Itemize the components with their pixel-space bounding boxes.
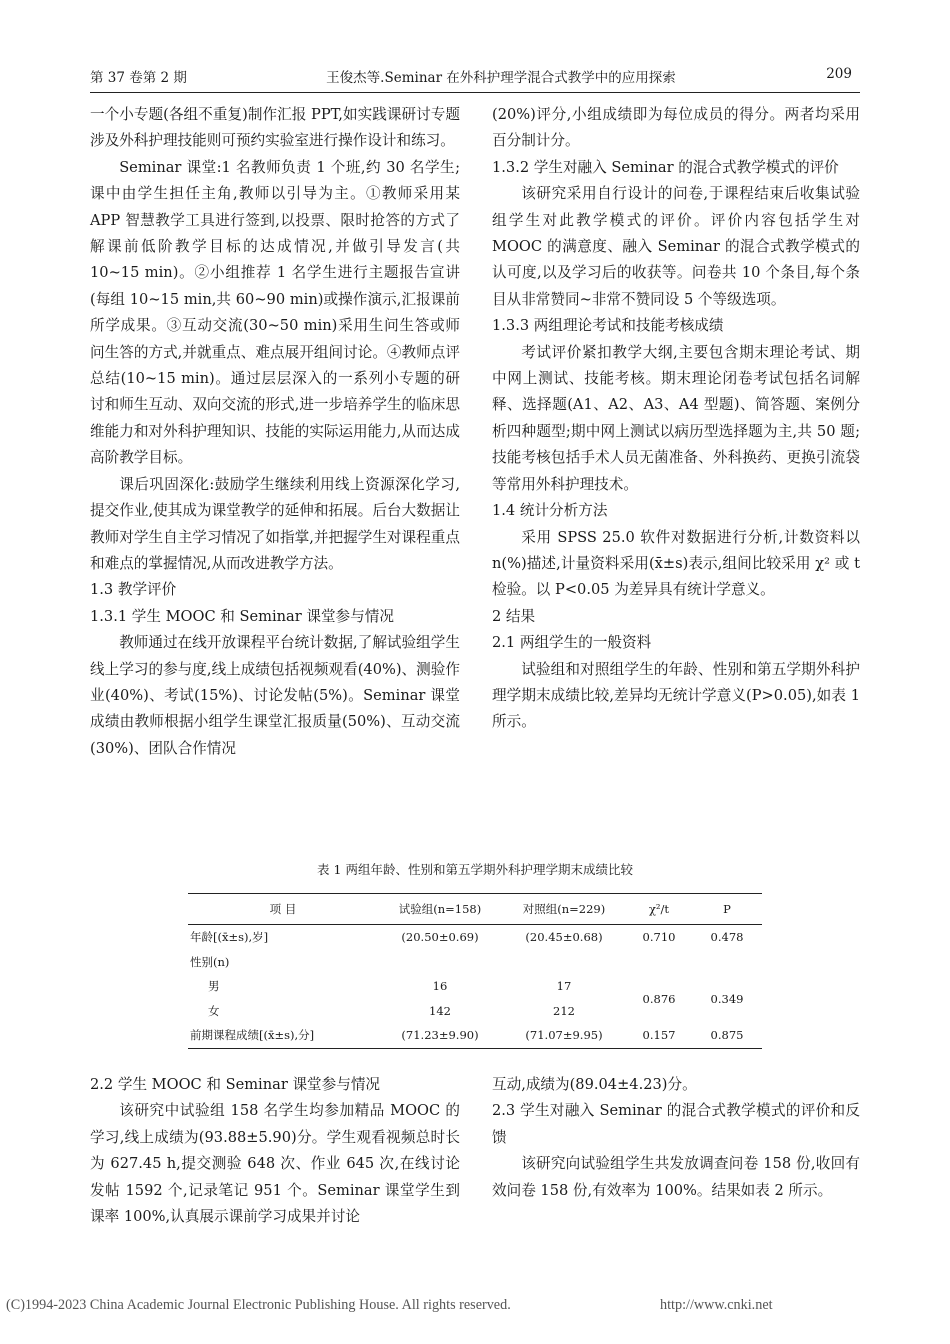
article-running-title: 王俊杰等.Seminar 在外科护理学混合式教学中的应用探索: [326, 70, 676, 86]
paragraph: 一个小专题(各组不重复)制作汇报 PPT,如实践课研讨专题涉及外科护理技能则可预约实验室进行操作设计和练习。: [90, 106, 460, 150]
section-heading: 1.4 统计分析方法: [492, 502, 608, 520]
col-header-item: 项 目: [188, 894, 378, 925]
col-header-control: 对照组(n=229): [502, 894, 626, 925]
table-row: 性别(n): [190, 954, 230, 969]
paragraph: 采用 SPSS 25.0 软件对数据进行分析,计数资料以 n(%)描述,计量资料采用(x̄±s)表示,组间比较采用 χ² 或 t 检验。以 P<0.05 为差异具有统计学意义。: [492, 528, 860, 599]
table-header-row: [188, 894, 762, 925]
sex-p-value: 0.349: [710, 991, 744, 1006]
right-column: [492, 102, 860, 736]
section-heading: 1.3.2 学生对融入 Seminar 的混合式教学模式的评价: [492, 158, 839, 176]
paragraph: 课后巩固深化:鼓励学生继续利用线上资源深化学习,提交作业,使其成为课堂教学的延伸和拓展。后台大数据让教师对学生自主学习情况了如指掌,并把握学生对课程重点和难点的掌握情况,从而改进教学方法。: [90, 475, 460, 572]
sex-chi-value: 0.876: [642, 991, 676, 1006]
table-row: 前期课程成绩[(x̄±s),分] (71.23±9.90) (71.07±9.95) 0.157 0.875: [188, 1023, 762, 1048]
section-heading: 2 结果: [492, 607, 536, 625]
paragraph: 该研究采用自行设计的问卷,于课程结束后收集试验组学生对此教学模式的评价。评价内容包括学生对 MOOC 的满意度、融入 Seminar 的混合式教学模式的认可度,以及学习后的收获等。问卷共 10 个条目,每个条目从非常赞同~非常不赞同设 5 个等级选项。: [492, 185, 860, 308]
section-heading: 2.2 学生 MOOC 和 Seminar 课堂参与情况: [90, 1076, 381, 1093]
section-heading: 2.3 学生对融入 Seminar 的混合式教学模式的评价和反馈: [492, 1102, 860, 1146]
running-header: [90, 62, 852, 90]
paragraph: Seminar 课堂:1 名教师负责 1 个班,约 30 名学生;课中由学生担任主角,教师以引导为主。①教师采用某 APP 智慧教学工具进行签到,以投票、限时抢答的方式了解课前低阶教学目标的达成情况,并做引导发言(共 10~15 min)。②小组推荐 1 名学生进行主题报告宣讲(每组 10~15 min,共 60~90 min)或操作演示,汇报课前所学成果。③互动交流(30~50 min)采用生问生答或师问生答的方式,并就重点、难点展开组间讨论。④教师点评总结(10~15 min)。通过层层深入的一系列小专题的研讨和师生互动、双向交流的形式,进一步培养学生的临床思维能力和对外科护理知识、技能的实际运用能力,从而达成高阶教学目标。: [90, 158, 460, 467]
col-header-test: 试验组(n=158): [378, 894, 502, 925]
paragraph: 该研究中试验组 158 名学生均参加精品 MOOC 的学习,线上成绩为(93.88±5.90)分。学生观看视频总时长为 627.45 h,提交测验 648 次、作业 645 次,在线讨论发帖 1592 个,记录笔记 951 个。Seminar 课堂学生到课率 100%,认真展示课前学习成果并讨论: [90, 1102, 460, 1226]
left-column: [90, 102, 460, 762]
paragraph: 该研究向试验组学生共发放调查问卷 158 份,收回有效问卷 158 份,有效率为 100%。结果如表 2 所示。: [492, 1155, 860, 1199]
paragraph: (20%)评分,小组成绩即为每位成员的得分。两者均采用百分制计分。: [492, 106, 860, 150]
paragraph: 互动,成绩为(89.04±4.23)分。: [492, 1076, 697, 1093]
bottom-left-column: [90, 1072, 460, 1230]
bottom-right-column: [492, 1072, 860, 1204]
paragraph: 试验组和对照组学生的年龄、性别和第五学期外科护理学期末成绩比较,差异均无统计学意义(P>0.05),如表 1 所示。: [492, 660, 860, 731]
table-1: [188, 893, 762, 1049]
table-row: 女 142 212: [208, 1003, 575, 1018]
section-heading: 1.3 教学评价: [90, 581, 177, 599]
copyright-text: (C)1994-2023 China Academic Journal Electronic Publishing House. All rights reserved.: [6, 1297, 511, 1313]
table-row: 男 16 17 0.876 0.349: [188, 974, 762, 999]
col-header-p: P: [692, 894, 762, 925]
journal-volume: 第 37 卷第 2 期: [90, 70, 187, 86]
header-rule: [90, 92, 860, 93]
cnki-link[interactable]: http://www.cnki.net: [660, 1297, 773, 1313]
table-caption: 表 1 两组年龄、性别和第五学期外科护理学期末成绩比较: [317, 862, 633, 877]
section-heading: 2.1 两组学生的一般资料: [492, 634, 652, 652]
paragraph: 考试评价紧扣教学大纲,主要包含期末理论考试、期中网上测试、技能考核。期末理论闭卷考试包括名词解释、选择题(A1、A2、A3、A4 型题)、简答题、案例分析四种题型;期中网上测试以病历型选择题为主,共 50 题;技能考核包括手术人员无菌准备、外科换药、更换引流袋等常用外科护理技术。: [492, 343, 860, 493]
paragraph: 教师通过在线开放课程平台统计数据,了解试验组学生线上学习的参与度,线上成绩包括视频观看(40%)、测验作业(40%)、考试(15%)、讨论发帖(5%)。Seminar 课堂成绩由教师根据小组学生课堂汇报质量(50%)、互动交流(30%)、团队合作情况: [90, 634, 460, 757]
section-heading: 1.3.3 两组理论考试和技能考核成绩: [492, 317, 724, 335]
page-number: 209: [826, 66, 852, 82]
section-heading: 1.3.1 学生 MOOC 和 Seminar 课堂参与情况: [90, 607, 394, 625]
col-header-stat: χ²/t: [626, 894, 692, 925]
table-row: 年龄[(x̄±s),岁] (20.50±0.69) (20.45±0.68) 0.710 0.478: [190, 930, 744, 945]
copyright-footer: [6, 1297, 790, 1314]
